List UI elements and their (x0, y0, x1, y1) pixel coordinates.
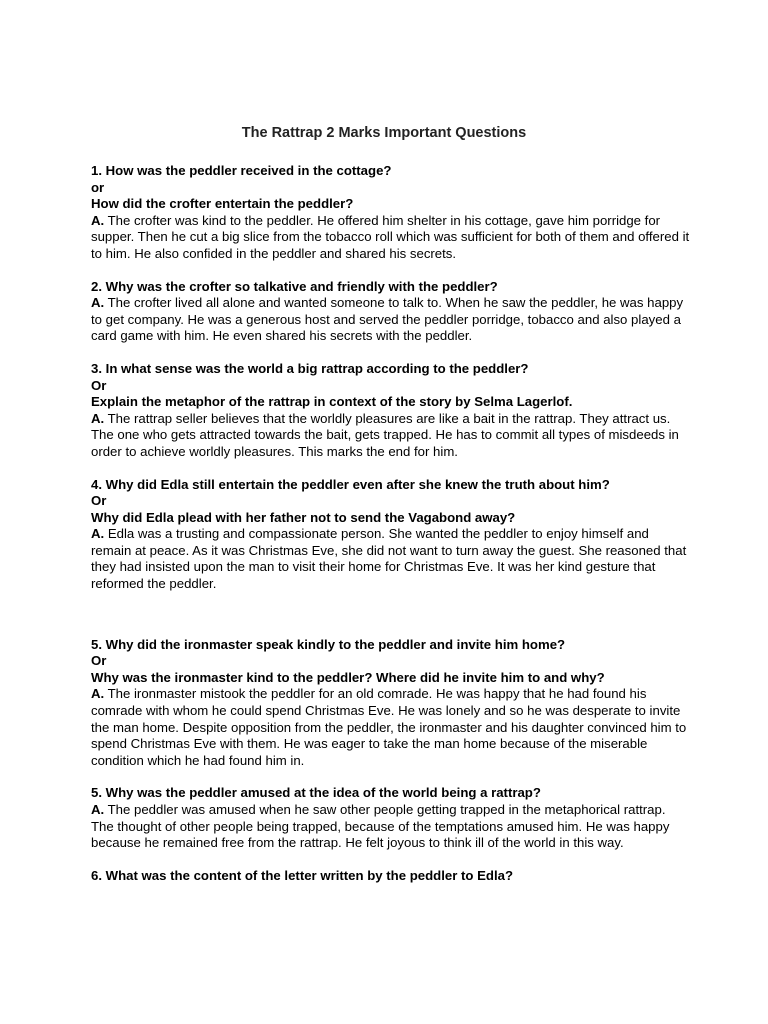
answer-text: The crofter lived all alone and wanted someone to talk to. When he saw the peddler, he was happy to get company. He was a generous host and served the peddler porridge, tobacco and also played a card game with him. He even shared his secrets with the peddler. (91, 295, 684, 344)
alternate-question-text: Why was the ironmaster kind to the peddler? Where did he invite him to and why? (91, 669, 605, 685)
answer-text: Edla was a trusting and compassionate person. She wanted the peddler to enjoy himself and remain at peace. As it was Christmas Eve, she did not want to turn away the guest. She reasoned that they had insisted upon the man to visit their home for Christmas Eve. It was her kind gesture that reformed the peddler. (91, 526, 687, 592)
or-separator: or (91, 179, 105, 195)
question-block-3 (91, 361, 691, 461)
question-text: 5. Why was the peddler amused at the idea of the world being a rattrap? (91, 785, 541, 801)
answer-text: The crofter was kind to the peddler. He offered him shelter in his cottage, gave him porridge for supper. Then he cut a big slice from the tobacco roll which was sufficient for both of them and offered it to him. He also confided in the peddler and shared his secrets. (91, 212, 690, 261)
alternate-question-text: How did the crofter entertain the peddler? (91, 196, 354, 212)
answer-label: A. (91, 686, 105, 702)
question-text: 2. Why was the crofter so talkative and friendly with the peddler? (91, 278, 498, 294)
answer-label: A. (91, 802, 105, 817)
answer-text: The peddler was amused when he saw other people getting trapped in the metaphorical rattrap. The thought of other people being trapped, because of the temptations amused him. He was happy because he remained free from the rattrap. He felt joyous to think ill of the world in this way. (91, 802, 670, 851)
answer-label: A. (91, 295, 105, 311)
question-block-5 (91, 637, 691, 770)
alternate-question-text: Explain the metaphor of the rattrap in context of the story by Selma Lagerlof. (91, 394, 573, 410)
question-text: 3. In what sense was the world a big rattrap according to the peddler? (91, 360, 529, 376)
answer-text: The rattrap seller believes that the worldly pleasures are like a bait in the rattrap. They attract us. The one who gets attracted towards the bait, gets trapped. He has to commit all types of misdeeds in order to achieve worldly pleasures. This marks the end for him. (91, 410, 679, 459)
question-text: 1. How was the peddler received in the cottage? (91, 163, 392, 178)
document-title: The Rattrap 2 Marks Important Questions (241, 125, 527, 141)
answer-paragraph (91, 526, 691, 592)
question-text: 4. Why did Edla still entertain the peddler even after she knew the truth about him? (91, 476, 610, 492)
answer-paragraph (91, 213, 691, 263)
or-separator: Or (91, 377, 107, 393)
answer-paragraph (91, 295, 691, 345)
answer-paragraph (91, 411, 691, 461)
or-separator: Or (91, 493, 107, 509)
answer-label: A. (91, 410, 105, 426)
question-block-2 (91, 279, 691, 345)
question-text: 5. Why did the ironmaster speak kindly to the peddler and invite him home? (91, 636, 566, 652)
answer-label: A. (91, 526, 105, 542)
question-text: 6. What was the content of the letter written by the peddler to Edla? (91, 867, 514, 883)
answer-paragraph (91, 802, 691, 852)
alternate-question-text: Why did Edla plead with her father not to send the Vagabond away? (91, 509, 516, 525)
document-body (91, 163, 691, 884)
answer-paragraph (91, 686, 691, 769)
question-block-6 (91, 785, 691, 851)
answer-label: A. (91, 212, 105, 228)
question-block-7 (91, 868, 691, 885)
question-block-1 (91, 163, 691, 263)
answer-text: The ironmaster mistook the peddler for an old comrade. He was happy that he had found his comrade with whom he could spend Christmas Eve. He was lonely and so he was desperate to invite the man home. Despite opposition from the peddler, the ironmaster and his daughter convinced him to spend Christmas Eve with them. He was eager to take the man home because of the miserable condition which he had found him in. (91, 686, 687, 768)
question-block-4 (91, 477, 691, 593)
or-separator: Or (91, 653, 107, 669)
